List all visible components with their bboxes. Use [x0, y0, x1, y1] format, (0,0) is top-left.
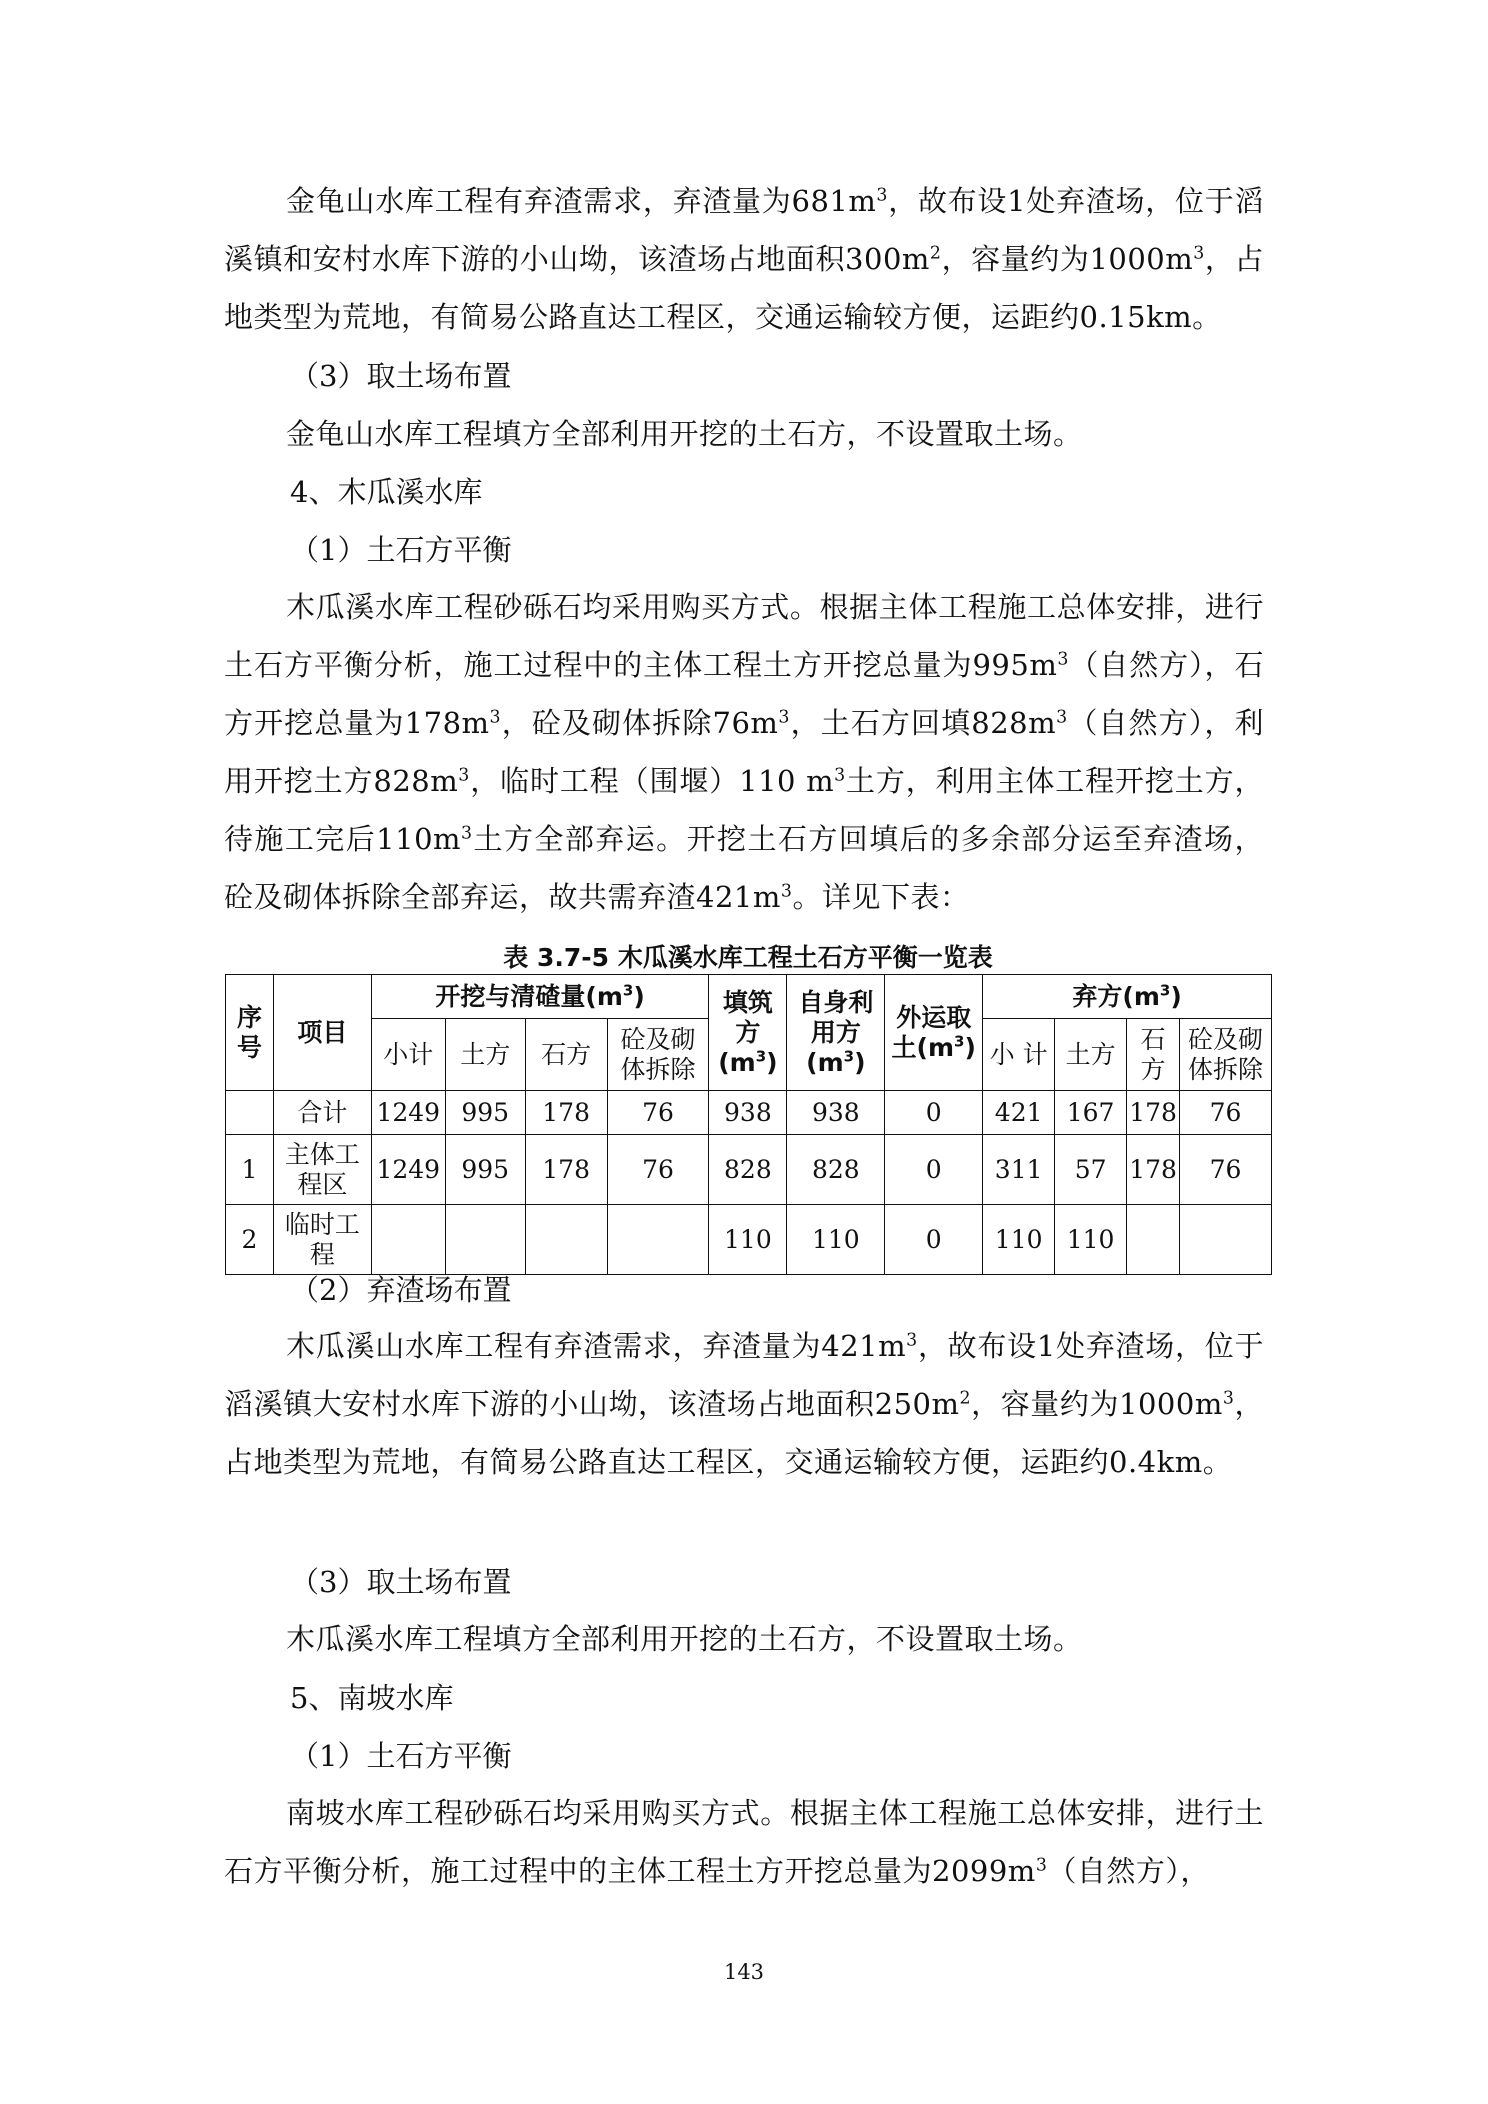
header-ex-soil: 土方 — [445, 1019, 525, 1091]
table-cell: 0 — [885, 1091, 983, 1135]
table-cell: 2 — [226, 1205, 274, 1275]
table-cell: 110 — [787, 1205, 885, 1275]
header-import: 外运取土$(m^3)$ — [885, 975, 983, 1091]
header-sp-rock: 石方 — [1127, 1019, 1180, 1091]
heading-borrow-site: （3）取土场布置 — [290, 359, 512, 393]
table-cell — [607, 1205, 709, 1275]
table-cell: 178 — [525, 1135, 607, 1205]
heading-earthwork-balance-2: （1）土石方平衡 — [290, 1739, 512, 1773]
table-row — [226, 1205, 1272, 1275]
header-item: 项目 — [273, 975, 371, 1091]
heading-earthwork-balance: （1）土石方平衡 — [290, 533, 512, 567]
table-cell: 995 — [445, 1135, 525, 1205]
header-spoil: 弃方$(m^3)$ — [983, 975, 1272, 1019]
heading-nanpo-reservoir: 5、南坡水库 — [290, 1681, 454, 1715]
paragraph-muguaxi-spoil: 木瓜溪山水库工程有弃渣需求，弃渣量为$421m^3$，故布设1处弃渣场，位于滔溪镇大安村水库下游的小山坳，该渣场占地面积$250m^2$，容量约为$1000m^3$，占地类型为荒地，有简易公路直达工程区，交通运输较方便，运距约0.4km。 — [224, 1329, 1264, 1479]
header-ex-subtotal: 小计 — [371, 1019, 445, 1091]
paragraph-jinguishan-spoil: 金龟山水库工程有弃渣需求，弃渣量为$681m^3$，故布设1处弃渣场，位于滔溪镇和安村水库下游的小山坳，该渣场占地面积$300m^2$，容量约为$1000m^3$，占地类型为荒地，有简易公路直达工程区，交通运输较方便，运距约0.15km。 — [224, 184, 1265, 334]
table-cell: 1249 — [371, 1091, 445, 1135]
table-cell: 178 — [1127, 1135, 1180, 1205]
table-header-row-1 — [226, 975, 1272, 1019]
table-cell: 主体工程区 — [273, 1135, 371, 1205]
table-cell — [525, 1205, 607, 1275]
table-body — [226, 1091, 1272, 1275]
table-cell: 995 — [445, 1091, 525, 1135]
heading-spoil-site: （2）弃渣场布置 — [290, 1273, 512, 1307]
header-reuse: 自身利用方$(m^3)$ — [787, 975, 885, 1091]
header-sp-concrete: 砼及砌体拆除 — [1180, 1019, 1272, 1091]
table-cell: 76 — [1180, 1091, 1272, 1135]
header-ex-rock: 石方 — [525, 1019, 607, 1091]
table-cell: 178 — [525, 1091, 607, 1135]
header-sp-soil: 土方 — [1055, 1019, 1127, 1091]
table-cell: 1 — [226, 1135, 274, 1205]
heading-borrow-site-2: （3）取土场布置 — [290, 1565, 512, 1599]
table-cell: 110 — [983, 1205, 1055, 1275]
header-excavation: 开挖与清碴量$(m^3)$ — [371, 975, 709, 1019]
heading-muguaxi-reservoir: 4、木瓜溪水库 — [290, 475, 483, 509]
table-cell: 167 — [1055, 1091, 1127, 1135]
table-cell: 0 — [885, 1205, 983, 1275]
header-fill: 填筑方$(m^3)$ — [709, 975, 787, 1091]
table-cell: 938 — [787, 1091, 885, 1135]
table-cell — [226, 1091, 274, 1135]
table-cell: 0 — [885, 1135, 983, 1205]
table-cell: 76 — [607, 1135, 709, 1205]
table-cell: 合计 — [273, 1091, 371, 1135]
table-cell: 828 — [709, 1135, 787, 1205]
earthwork-balance-table — [225, 974, 1272, 1275]
paragraph-muguaxi-borrow: 木瓜溪水库工程填方全部利用开挖的土石方，不设置取土场。 — [286, 1622, 1083, 1656]
header-sp-subtotal: 小 计 — [983, 1019, 1055, 1091]
table-cell: 76 — [607, 1091, 709, 1135]
table-cell: 938 — [709, 1091, 787, 1135]
table-cell: 1249 — [371, 1135, 445, 1205]
table-caption: 表 3.7-5 木瓜溪水库工程土石方平衡一览表 — [503, 943, 993, 972]
header-seq: 序号 — [226, 975, 274, 1091]
table-cell: 57 — [1055, 1135, 1127, 1205]
paragraph-muguaxi-balance: 木瓜溪水库工程砂砾石均采用购买方式。根据主体工程施工总体安排，进行土石方平衡分析，施工过程中的主体工程土方开挖总量为$995m^3$（自然方），石方开挖总量为$178m^3$，砼及砌体拆除$76m^3$，土石方回填$828m^3$（自然方），利用开挖土方$828m^3$，临时工程（围堰）110 $m^3$土方，利用主体工程开挖土方，待施工完后$110m^3$土方全部弃运。开挖土石方回填后的多余部分运至弃渣场，砼及砌体拆除全部弃运，故共需弃渣$421m^3$。详见下表： — [224, 590, 1264, 914]
table-cell: 828 — [787, 1135, 885, 1205]
table-cell: 110 — [709, 1205, 787, 1275]
table-cell: 76 — [1180, 1135, 1272, 1205]
table-cell: 临时工程 — [273, 1205, 371, 1275]
table-row — [226, 1091, 1272, 1135]
table-cell: 178 — [1127, 1091, 1180, 1135]
paragraph-jinguishan-borrow: 金龟山水库工程填方全部利用开挖的土石方，不设置取土场。 — [286, 417, 1083, 451]
table-cell — [1180, 1205, 1272, 1275]
table-cell: 311 — [983, 1135, 1055, 1205]
paragraph-nanpo-balance: 南坡水库工程砂砾石均采用购买方式。根据主体工程施工总体安排，进行土石方平衡分析，施工过程中的主体工程土方开挖总量为$2099m^3$（自然方）， — [224, 1796, 1264, 1888]
table-cell — [1127, 1205, 1180, 1275]
page-number: 143 — [723, 1960, 765, 1984]
header-ex-concrete: 砼及砌体拆除 — [607, 1019, 709, 1091]
table-cell — [445, 1205, 525, 1275]
table-cell — [371, 1205, 445, 1275]
table-cell: 421 — [983, 1091, 1055, 1135]
table-cell: 110 — [1055, 1205, 1127, 1275]
table-row — [226, 1135, 1272, 1205]
